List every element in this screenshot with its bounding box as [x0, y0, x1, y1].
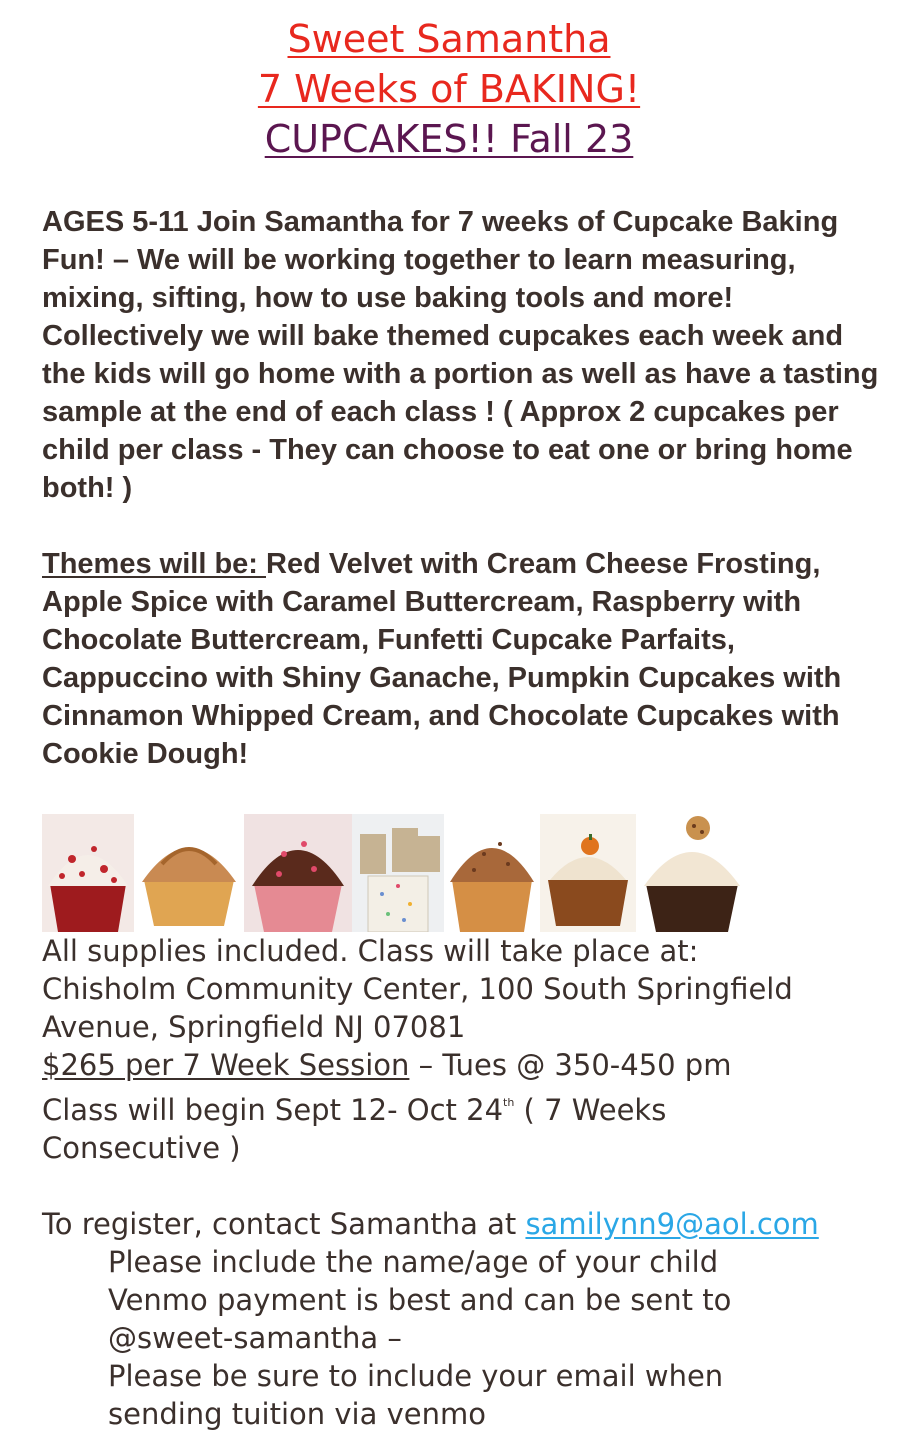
- dates-superscript: th: [503, 1096, 515, 1109]
- funfetti-parfait-photo: [352, 814, 444, 932]
- pumpkin-cupcake-photo: [540, 814, 636, 932]
- themes-paragraph: [42, 545, 882, 773]
- register-note-1: Please include the name/age of your child: [108, 1245, 719, 1279]
- register-note-5: sending tuition via venmo: [108, 1397, 486, 1431]
- dates-suffix: ( 7 Weeks: [514, 1093, 667, 1127]
- register-prefix: To register, contact Samantha at: [42, 1207, 526, 1241]
- dates-line: [42, 1084, 882, 1129]
- session-title: CUPCAKES!! Fall 23: [264, 117, 634, 161]
- class-details: [42, 932, 882, 1433]
- cappuccino-cupcake-photo: [444, 814, 540, 932]
- red-velvet-cupcake-photo: [42, 814, 134, 932]
- consecutive-line: Consecutive ): [42, 1131, 241, 1165]
- supplies-line: All supplies included. Class will take place at:: [42, 934, 699, 968]
- cupcake-photo-strip: [42, 814, 748, 932]
- address-line-1: Chisholm Community Center, 100 South Springfield: [42, 972, 793, 1006]
- program-title: 7 Weeks of BAKING!: [257, 67, 641, 111]
- intro-paragraph: AGES 5-11 Join Samantha for 7 weeks of Cupcake Baking Fun! – We will be working together to learn measuring, mixing, sifting, how to use baking tools and more! Collectively we will bake themed cupcakes each week and the kids will go home with a portion as well as have a tasting sample at the end of each class ! ( Approx 2 cupcakes per child per class - They can choose to eat one or bring home both! ): [42, 206, 879, 504]
- class-time: – Tues @ 350-450 pm: [409, 1048, 732, 1082]
- raspberry-chocolate-cupcake-photo: [244, 814, 352, 932]
- price: $265 per 7 Week Session: [42, 1048, 410, 1082]
- apple-spice-cupcake-photo: [134, 814, 244, 932]
- business-name-title: Sweet Samantha: [287, 17, 611, 61]
- register-note-4: Please be sure to include your email when: [108, 1359, 724, 1393]
- price-line: [42, 1046, 882, 1084]
- program-description: [42, 203, 882, 773]
- venmo-handle: @sweet-samantha –: [108, 1321, 402, 1355]
- contact-email-link[interactable]: samilynn9@aol.com: [525, 1207, 819, 1241]
- register-note-2: Venmo payment is best and can be sent to: [108, 1283, 732, 1317]
- dates-text: Class will begin Sept 12- Oct 24: [42, 1093, 504, 1127]
- themes-list: Red Velvet with Cream Cheese Frosting, Apple Spice with Caramel Buttercream, Raspberry with Chocolate Buttercream, Funfetti Cupcake Parfaits, Cappuccino with Shiny Ganache, Pumpkin Cupcakes with Cinnamon Whipped Cream, and Chocolate Cupcakes with Cookie Dough!: [42, 548, 842, 770]
- register-line: [42, 1205, 882, 1243]
- flyer-header: [0, 14, 898, 164]
- themes-label: Themes will be:: [42, 548, 266, 580]
- chocolate-cookie-dough-cupcake-photo: [636, 814, 748, 932]
- address-line-2: Avenue, Springfield NJ 07081: [42, 1010, 466, 1044]
